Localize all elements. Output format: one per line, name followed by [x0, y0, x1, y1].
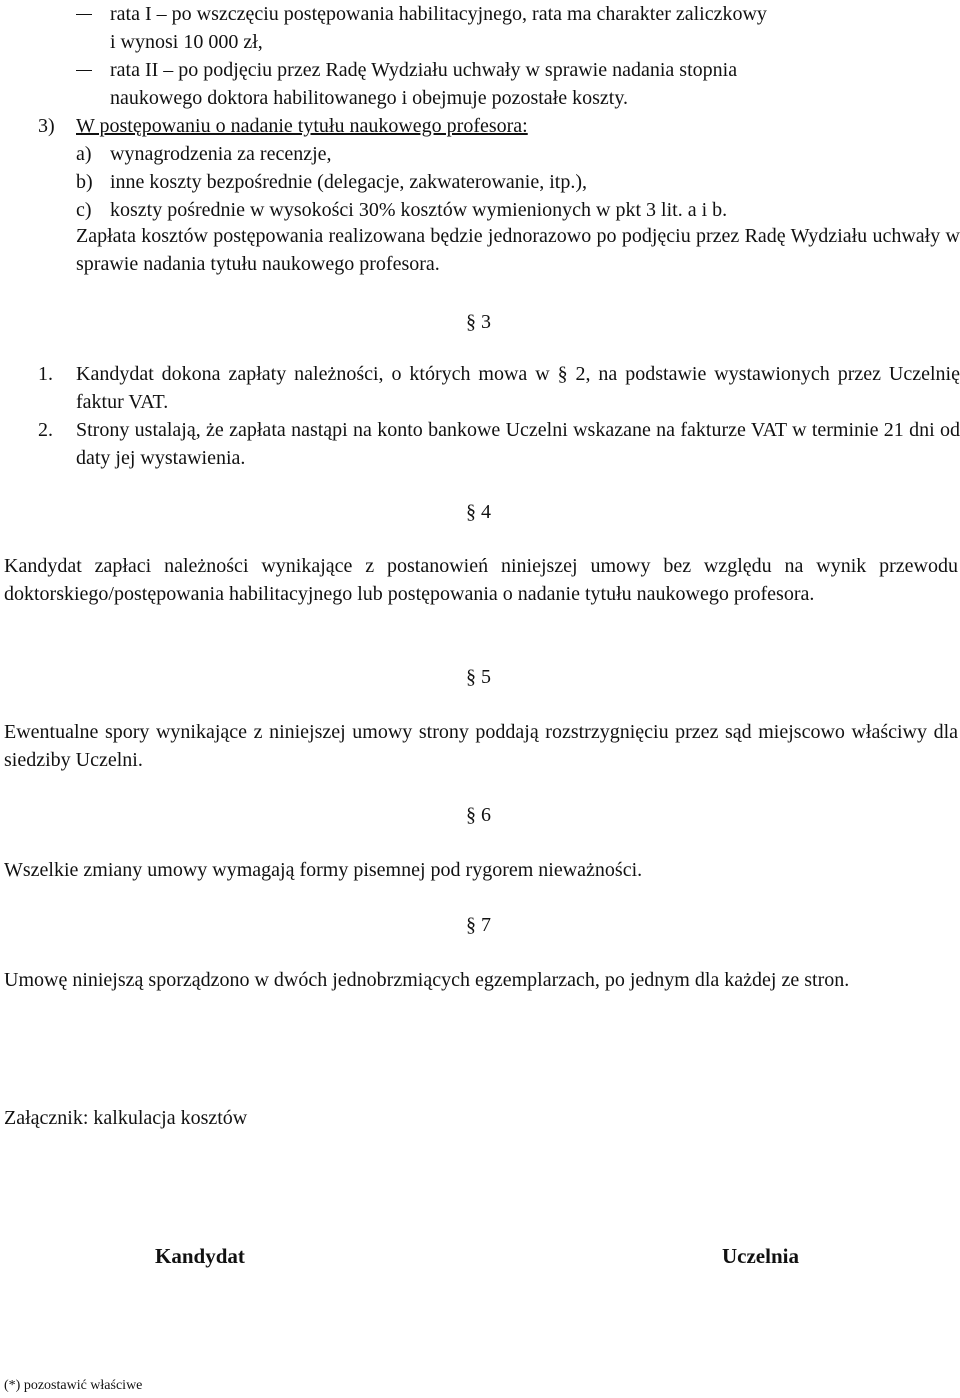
attachment-note: Załącznik: kalkulacja kosztów	[4, 1107, 248, 1129]
s3-paragraph-2: Strony ustalają, że zapłata nastąpi na konto bankowe Uczelni wskazane na fakturze VAT w terminie 21 dni od daty jej wystawienia.	[76, 419, 960, 469]
list-item-rata-1	[110, 0, 960, 56]
rata-2-line1: rata II – po podjęciu przez Radę Wydziału uchwały w sprawie nadania stopnia	[110, 59, 738, 81]
section-3-title: § 3	[466, 311, 491, 333]
subitem-a-text: wynagrodzenia za recenzje,	[110, 143, 332, 165]
section-5-title: § 5	[466, 666, 491, 688]
s3-p2-number: 2.	[38, 419, 53, 441]
section-4-title: § 4	[466, 501, 491, 523]
subitem-b-letter: b)	[76, 171, 93, 193]
list-dash	[76, 14, 92, 15]
s5-paragraph: Ewentualne spory wynikające z niniejszej umowy strony poddają rozstrzygnięciu przez sąd miejscowo właściwy dla siedziby Uczelni.	[4, 721, 958, 771]
rata-1-line1: rata I – po wszczęciu postępowania habilitacyjnego, rata ma charakter zaliczkowy	[110, 3, 767, 25]
list-item-rata-2	[110, 56, 960, 112]
signature-uczelnia: Uczelnia	[722, 1244, 799, 1268]
list-dash	[76, 70, 92, 71]
subitem-a-letter: a)	[76, 143, 92, 165]
s3-paragraph-1: Kandydat dokona zapłaty należności, o których mowa w § 2, na podstawie wystawionych przez Uczelnię faktur VAT.	[76, 363, 960, 413]
footnote: (*) pozostawić właściwe	[4, 1378, 143, 1393]
rata-1-line2: i wynosi 10 000 zł,	[110, 31, 263, 53]
s6-paragraph: Wszelkie zmiany umowy wymagają formy pisemnej pod rygorem nieważności.	[4, 859, 643, 881]
section-7-title: § 7	[466, 914, 491, 936]
subitem-b-text: inne koszty bezpośrednie (delegacje, zakwaterowanie, itp.),	[110, 171, 588, 193]
payment-paragraph: Zapłata kosztów postępowania realizowana będzie jednorazowo po podjęciu przez Radę Wydziału uchwały w sprawie nadania tytułu naukowego profesora.	[76, 225, 960, 275]
section-6-title: § 6	[466, 804, 491, 826]
s3-p1-number: 1.	[38, 363, 53, 385]
rata-2-line2: naukowego doktora habilitowanego i obejmuje pozostałe koszty.	[110, 87, 629, 109]
subitem-c-text: koszty pośrednie w wysokości 30% kosztów wymienionych w pkt 3 lit. a i b.	[110, 199, 728, 221]
item-3-number: 3)	[38, 115, 55, 137]
s4-paragraph: Kandydat zapłaci należności wynikające z postanowień niniejszej umowy bez względu na wynik przewodu doktorskiego/postępowania habilitacyjnego lub postępowania o nadanie tytułu naukowego profesora.	[4, 555, 958, 605]
item-3-heading: W postępowaniu o nadanie tytułu naukowego profesora:	[76, 115, 528, 137]
signature-kandydat: Kandydat	[155, 1244, 245, 1268]
subitem-c-letter: c)	[76, 199, 92, 221]
s7-paragraph: Umowę niniejszą sporządzono w dwóch jednobrzmiących egzemplarzach, po jednym dla każdej ze stron.	[4, 969, 850, 991]
